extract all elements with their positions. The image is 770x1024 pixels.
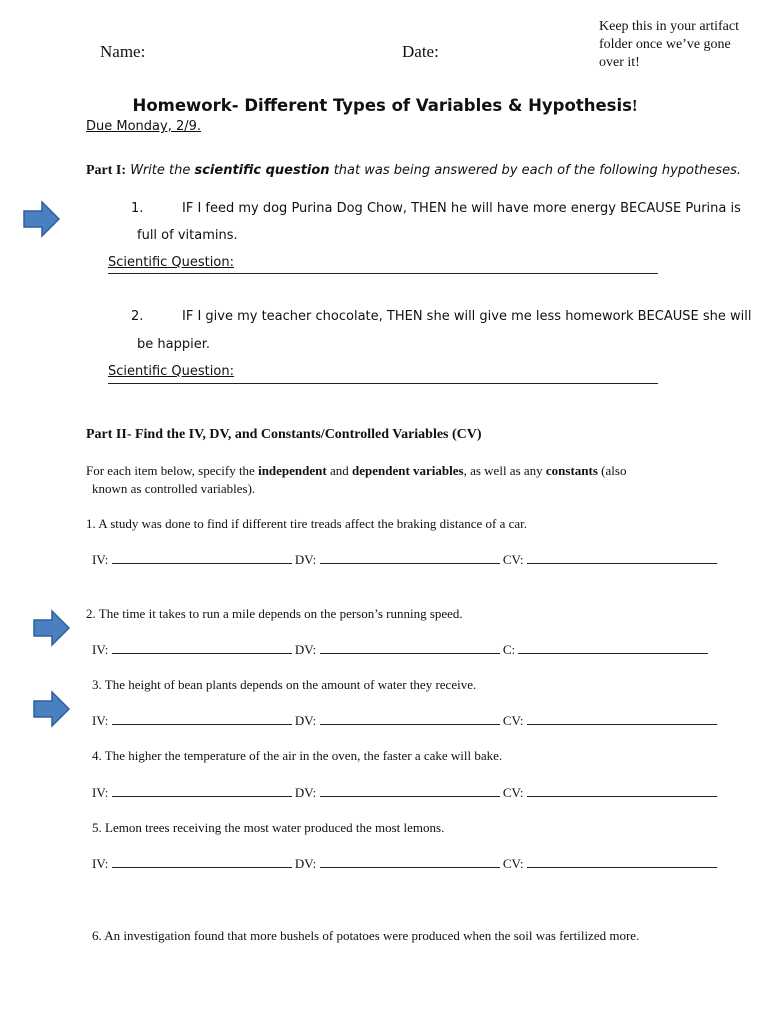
header-note: Keep this in your artifact folder once we’ve gone over it! (599, 19, 739, 70)
item-5-text: 5. Lemon trees receiving the most water produced the most lemons. (92, 820, 445, 835)
intro-c: and (329, 463, 349, 478)
title-text: Homework- Different Types of Variables & Hypothesis (132, 96, 632, 115)
cv-label: CV: (502, 713, 524, 728)
dv-label: DV: (294, 785, 317, 800)
hypothesis-1-number: 1. (131, 201, 144, 216)
scientific-question-line-2[interactable] (108, 383, 658, 384)
cv-blank[interactable] (527, 551, 717, 564)
dv-blank[interactable] (320, 551, 500, 564)
scientific-question-line-1[interactable] (108, 273, 658, 274)
right-arrow-icon (32, 689, 72, 729)
intro-h: known as controlled variables). (92, 481, 256, 496)
item-4-text: 4. The higher the temperature of the air in the oven, the faster a cake will bake. (92, 748, 503, 763)
title-end: ! (631, 96, 638, 115)
intro-e: , as well as any (463, 463, 543, 478)
hypothesis-1-line2: full of vitamins. (137, 228, 238, 243)
iv-label: IV: (92, 552, 109, 567)
hypothesis-2-number: 2. (131, 309, 144, 324)
part1-instruction (86, 163, 741, 179)
name-label: Name: (100, 42, 146, 61)
cv-blank[interactable] (527, 712, 717, 725)
iv-label: IV: (92, 642, 109, 657)
right-arrow-icon (32, 608, 72, 648)
page-title (0, 96, 770, 116)
dv-label: DV: (294, 856, 317, 871)
dv-label: DV: (294, 552, 317, 567)
iv-label: IV: (92, 785, 109, 800)
intro-g: (also (601, 463, 627, 478)
item-1-answers (92, 551, 717, 568)
iv-blank[interactable] (112, 641, 292, 654)
dv-blank[interactable] (320, 712, 500, 725)
item-3-answers (92, 712, 717, 729)
scientific-question-label-2: Scientific Question: (108, 364, 234, 379)
item-5-answers (92, 855, 717, 872)
item-6-text: 6. An investigation found that more bushels of potatoes were produced when the soil was fertilized more. (92, 928, 640, 943)
item-2-answers (92, 641, 708, 658)
c-label: C: (502, 642, 516, 657)
iv-label: IV: (92, 856, 109, 871)
dv-blank[interactable] (320, 641, 500, 654)
intro-d: dependent variables (352, 463, 464, 478)
cv-blank[interactable] (527, 855, 717, 868)
item-2-text: 2. The time it takes to run a mile depends on the person’s running speed. (86, 606, 463, 621)
iv-blank[interactable] (112, 784, 292, 797)
iv-blank[interactable] (112, 712, 292, 725)
part1-instr-a: Write the (130, 163, 191, 178)
hypothesis-1-line1: IF I feed my dog Purina Dog Chow, THEN he will have more energy BECAUSE Purina is (182, 201, 741, 216)
hypothesis-2-line2: be happier. (137, 337, 210, 352)
dv-blank[interactable] (320, 855, 500, 868)
cv-blank[interactable] (527, 784, 717, 797)
dv-blank[interactable] (320, 784, 500, 797)
item-1-text: 1. A study was done to find if different tire treads affect the braking distance of a car. (86, 516, 528, 531)
cv-label: CV: (502, 785, 524, 800)
iv-label: IV: (92, 713, 109, 728)
dv-label: DV: (294, 642, 317, 657)
date-label: Date: (402, 42, 439, 61)
intro-b: independent (258, 463, 327, 478)
cv-label: CV: (502, 552, 524, 567)
cv-label: CV: (502, 856, 524, 871)
c-blank[interactable] (518, 641, 708, 654)
part1-label: Part I: (86, 163, 127, 178)
part2-heading: Part II- Find the IV, DV, and Constants/Controlled Variables (CV) (86, 427, 482, 442)
hypothesis-2-line1: IF I give my teacher chocolate, THEN she will give me less homework BECAUSE she will (182, 309, 752, 324)
item-3-text: 3. The height of bean plants depends on the amount of water they receive. (92, 677, 477, 692)
dv-label: DV: (294, 713, 317, 728)
part2-intro (86, 462, 756, 498)
iv-blank[interactable] (112, 855, 292, 868)
part1-instr-b: scientific question (194, 163, 330, 178)
intro-f: constants (545, 463, 598, 478)
due-date: Due Monday, 2/9. (86, 119, 202, 134)
right-arrow-icon (22, 199, 62, 239)
part1-instr-c: that was being answered by each of the following hypotheses. (333, 163, 741, 178)
item-4-answers (92, 784, 717, 801)
scientific-question-label-1: Scientific Question: (108, 255, 234, 270)
intro-a: For each item below, specify the (86, 463, 255, 478)
iv-blank[interactable] (112, 551, 292, 564)
